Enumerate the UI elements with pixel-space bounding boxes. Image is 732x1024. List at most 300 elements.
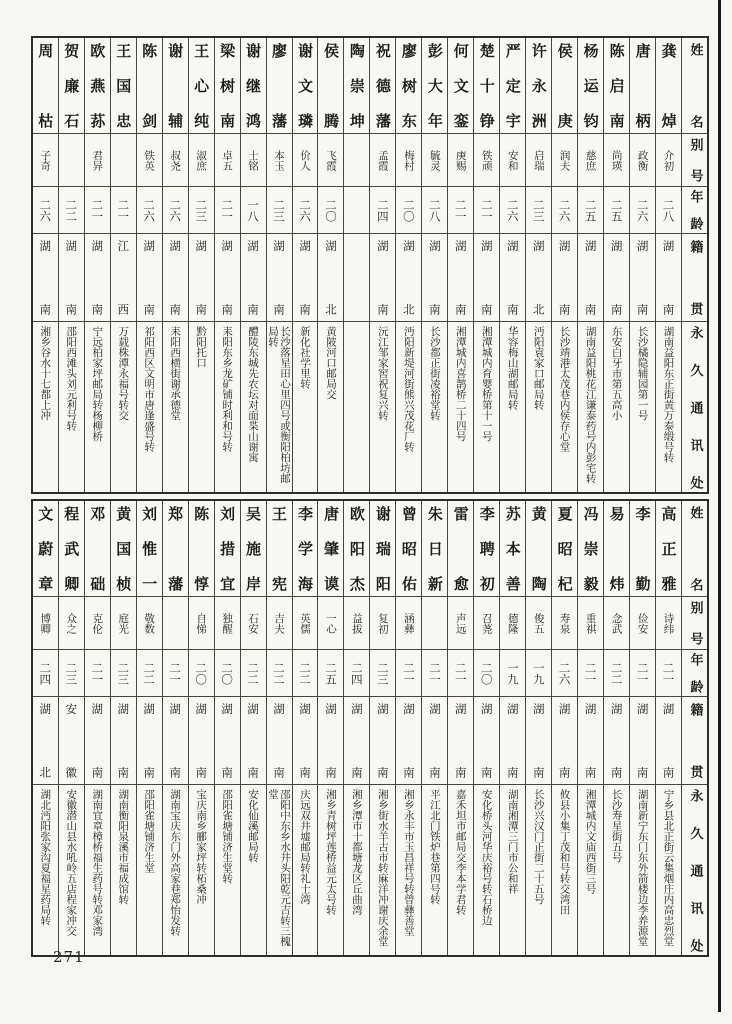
person-address: 湖南新宁东门东外箭楼边李养源堂 <box>630 784 655 955</box>
person-address <box>344 321 369 492</box>
person-alias: 庭光 <box>111 596 136 649</box>
person-column <box>267 38 293 492</box>
person-address: 湘乡永丰市玉昌祥号转曾彝善堂 <box>396 784 421 955</box>
person-age: 二三 <box>267 186 292 233</box>
person-address: 宁乡县北正街云集烟庄内高忠烈堂 <box>656 784 681 955</box>
person-age: 二〇 <box>318 186 343 233</box>
person-alias: 政衡 <box>630 133 655 186</box>
person-column <box>656 38 682 492</box>
person-name: 侯庚 <box>555 43 574 128</box>
person-age: 二四 <box>33 649 58 696</box>
person-origin: 湖南 <box>604 696 629 784</box>
person-age: 二〇 <box>189 649 214 696</box>
person-column <box>293 501 319 955</box>
person-alias: 启瑞 <box>526 133 551 186</box>
person-age: 二五 <box>578 186 603 233</box>
person-name: 严定宇 <box>503 43 522 128</box>
person-address: 耒阳西横街谢承德堂 <box>163 321 188 492</box>
person-name: 黄国桢 <box>114 506 133 591</box>
person-address: 湘乡街水羊古市转麻洋冲谢庆余堂 <box>370 784 395 955</box>
person-origin: 湖南 <box>111 696 136 784</box>
person-origin: 湖南 <box>189 696 214 784</box>
person-name: 唐柄 <box>633 43 652 128</box>
person-name: 邓础 <box>88 506 107 591</box>
person-alias: 念武 <box>604 596 629 649</box>
header-address: 永久通讯处 <box>682 784 707 955</box>
person-name: 郑藩 <box>166 506 185 591</box>
person-origin: 湖南 <box>59 233 84 321</box>
person-alias: 飞霞 <box>318 133 343 186</box>
person-address: 长沙落星田心里四号或衡阳柏坊邮局转 <box>267 321 292 492</box>
person-age: 二一 <box>163 649 188 696</box>
person-origin: 湖南 <box>448 696 473 784</box>
header-origin: 籍贯 <box>682 233 707 321</box>
person-column <box>241 38 267 492</box>
person-column <box>526 501 552 955</box>
person-alias: 卓五 <box>215 133 240 186</box>
registry-table-bottom <box>31 499 709 957</box>
header-name: 姓名 <box>687 506 703 591</box>
person-column <box>474 38 500 492</box>
person-name: 梁树南 <box>218 43 237 128</box>
person-origin: 湖北 <box>526 233 551 321</box>
person-address: 邵阳中东乡水井头阳乾元吉转三槐堂 <box>267 784 292 955</box>
person-name: 许永洲 <box>529 43 548 128</box>
person-column <box>552 501 578 955</box>
person-alias <box>59 133 84 186</box>
person-address: 湘潭城内文庙西街三号 <box>578 784 603 955</box>
person-age: 二一 <box>448 649 473 696</box>
person-name: 楚十铮 <box>477 43 496 128</box>
person-name: 彭大年 <box>425 43 444 128</box>
person-age: 二一 <box>422 649 447 696</box>
person-column <box>656 501 682 955</box>
person-age: 二一 <box>111 186 136 233</box>
person-alias: 复初 <box>370 596 395 649</box>
person-alias: 克伦 <box>85 596 110 649</box>
person-address: 湖南衡阳泉溪市福成馆转 <box>111 784 136 955</box>
person-alias: 孟霞 <box>370 133 395 186</box>
person-column <box>33 501 59 955</box>
person-age: 二一 <box>85 649 110 696</box>
person-age <box>344 186 369 233</box>
person-origin: 湖南 <box>215 233 240 321</box>
person-name: 欧燕荪 <box>88 43 107 128</box>
person-alias: 众之 <box>59 596 84 649</box>
person-origin: 湖南 <box>163 233 188 321</box>
person-address: 祁阳西区文明市唐逢盛号转 <box>137 321 162 492</box>
person-origin: 湖南 <box>526 696 551 784</box>
person-origin: 湖南 <box>370 696 395 784</box>
person-column <box>111 38 137 492</box>
person-alias: 一心 <box>318 596 343 649</box>
person-origin: 湖南 <box>474 696 499 784</box>
person-origin: 湖南 <box>630 233 655 321</box>
person-alias: 声远 <box>448 596 473 649</box>
person-address: 长沙寿星街五号 <box>604 784 629 955</box>
person-origin: 湖南 <box>630 696 655 784</box>
person-origin: 湖南 <box>293 233 318 321</box>
person-alias: 子奇 <box>33 133 58 186</box>
person-alias: 叔尧 <box>163 133 188 186</box>
person-age: 二三 <box>526 186 551 233</box>
person-column <box>137 501 163 955</box>
person-address: 长沙靖港太茂巷内侯存心堂 <box>552 321 577 492</box>
person-address: 湘乡潭市十都塘龙区丘曲湾 <box>344 784 369 955</box>
person-column <box>500 38 526 492</box>
person-age: 二〇 <box>474 649 499 696</box>
person-address: 沔阳袁家口邮局转 <box>526 321 551 492</box>
person-origin: 湖南 <box>578 233 603 321</box>
person-origin: 湖南 <box>500 233 525 321</box>
person-age: 二一 <box>656 649 681 696</box>
person-alias <box>111 133 136 186</box>
person-column <box>474 501 500 955</box>
person-address: 湘潭城内喜鹊桥二十四号 <box>448 321 473 492</box>
person-alias: 慈庶 <box>578 133 603 186</box>
person-column <box>370 38 396 492</box>
person-age: 二六 <box>552 186 577 233</box>
person-address: 攸县小集丁茂和号转交湾田 <box>552 784 577 955</box>
person-alias: 梅村 <box>396 133 421 186</box>
person-column <box>163 501 189 955</box>
person-address: 万载株潭永福号转交 <box>111 321 136 492</box>
person-origin: 湖南 <box>267 696 292 784</box>
person-age: 二一 <box>578 649 603 696</box>
person-address: 邵阳雀塘铺济生堂转 <box>215 784 240 955</box>
person-address: 醴陵东城先农坛对面枼山谢寓 <box>241 321 266 492</box>
person-age: 二三 <box>59 649 84 696</box>
person-origin: 湖南 <box>578 696 603 784</box>
person-age: 二一 <box>215 186 240 233</box>
person-name: 贺廉石 <box>62 43 81 128</box>
person-column <box>630 501 656 955</box>
person-age: 一九 <box>526 649 551 696</box>
person-address: 湖南宝庆东门外高家巷郑怡发转 <box>163 784 188 955</box>
person-origin: 湖北 <box>396 233 421 321</box>
person-address: 庆远双井墟邮局转礼士湾 <box>293 784 318 955</box>
person-alias: 介初 <box>656 133 681 186</box>
person-age: 二二 <box>293 649 318 696</box>
person-age: 二二 <box>241 649 266 696</box>
person-alias: 敬数 <box>137 596 162 649</box>
person-age: 一八 <box>241 186 266 233</box>
person-column <box>448 501 474 955</box>
person-column <box>189 501 215 955</box>
person-name: 龚焯 <box>659 43 678 128</box>
person-alias: 诗纬 <box>656 596 681 649</box>
person-origin: 湖南 <box>293 696 318 784</box>
person-origin: 湖南 <box>189 233 214 321</box>
person-alias: 重祺 <box>578 596 603 649</box>
person-origin: 湖南 <box>552 696 577 784</box>
person-address: 黔阳托口 <box>189 321 214 492</box>
person-origin: 湖南 <box>396 696 421 784</box>
person-address: 长沙兴汉门正街二十五号 <box>526 784 551 955</box>
person-age: 二〇 <box>215 649 240 696</box>
person-name: 吴施岸 <box>244 506 263 591</box>
person-name: 陈剑 <box>140 43 159 128</box>
person-column <box>293 38 319 492</box>
person-alias: 俊五 <box>526 596 551 649</box>
person-name: 雷愈 <box>451 506 470 591</box>
person-origin: 湖南 <box>85 696 110 784</box>
header-name: 姓名 <box>687 43 703 128</box>
person-alias: 铁英 <box>137 133 162 186</box>
person-origin: 湖南 <box>370 233 395 321</box>
person-name: 陶崇坤 <box>347 43 366 128</box>
person-age: 二三 <box>189 186 214 233</box>
person-alias: 召荛 <box>474 596 499 649</box>
person-column <box>422 38 448 492</box>
person-address: 湘乡青树坪莲桥益元太号转 <box>318 784 343 955</box>
person-age: 二六 <box>163 186 188 233</box>
person-alias: 博卿 <box>33 596 58 649</box>
person-column <box>85 501 111 955</box>
person-age: 二二 <box>59 186 84 233</box>
person-name: 谢瑞阳 <box>373 506 392 591</box>
person-age: 二一 <box>448 186 473 233</box>
person-column <box>344 38 370 492</box>
person-alias: 自悌 <box>189 596 214 649</box>
person-origin: 湖南 <box>163 696 188 784</box>
person-name: 刘惟一 <box>140 506 159 591</box>
person-column <box>344 501 370 955</box>
person-address: 华容梅山湖邮局转 <box>500 321 525 492</box>
person-name: 谢辅 <box>166 43 185 128</box>
person-alias: 俭安 <box>630 596 655 649</box>
person-origin <box>344 233 369 321</box>
person-name: 李学海 <box>295 506 314 591</box>
person-origin: 湖南 <box>344 696 369 784</box>
person-alias: 尚瑛 <box>604 133 629 186</box>
person-age: 二六 <box>33 186 58 233</box>
person-address: 东安白牙市第五高小 <box>604 321 629 492</box>
person-alias: 德隆 <box>500 596 525 649</box>
person-column <box>318 38 344 492</box>
person-name: 冯崇毅 <box>581 506 600 591</box>
person-address: 沔阳新堤河街熊兴茂花厂转 <box>396 321 421 492</box>
person-age: 二八 <box>422 186 447 233</box>
person-address: 新化社学里转 <box>293 321 318 492</box>
person-name: 王心纯 <box>192 43 211 128</box>
person-age: 二八 <box>656 186 681 233</box>
person-name: 杨运钧 <box>581 43 600 128</box>
person-column <box>318 501 344 955</box>
person-alias: 吉夫 <box>267 596 292 649</box>
person-name: 何文銮 <box>451 43 470 128</box>
person-column <box>163 38 189 492</box>
registry-table-top <box>31 36 709 494</box>
person-address: 安徽潜山县水吼岭五店程家冲交 <box>59 784 84 955</box>
person-column <box>448 38 474 492</box>
person-column <box>526 38 552 492</box>
person-alias: 英儒 <box>293 596 318 649</box>
person-address: 邵阳西滩头刘元利号转 <box>59 321 84 492</box>
person-column <box>630 38 656 492</box>
person-alias: 淑庶 <box>189 133 214 186</box>
person-column <box>370 501 396 955</box>
person-age: 二六 <box>500 186 525 233</box>
person-age: 一九 <box>500 649 525 696</box>
person-origin: 湖南 <box>137 696 162 784</box>
person-origin: 湖南 <box>241 233 266 321</box>
person-name: 李勤 <box>633 506 652 591</box>
person-column <box>396 501 422 955</box>
person-name: 欧阳杰 <box>347 506 366 591</box>
person-age: 二〇 <box>396 186 421 233</box>
person-origin: 湖南 <box>474 233 499 321</box>
person-origin: 湖南 <box>422 696 447 784</box>
person-age: 二三 <box>111 649 136 696</box>
header-origin: 籍贯 <box>682 696 707 784</box>
person-name: 陈惇 <box>192 506 211 591</box>
page-number: 271 <box>53 948 85 966</box>
person-address: 湘乡谷水十七都上冲 <box>33 321 58 492</box>
person-column <box>422 501 448 955</box>
person-address: 耒阳东乡龙矿铺时利和号转 <box>215 321 240 492</box>
person-origin: 湖南 <box>500 696 525 784</box>
person-alias: 铁顽 <box>474 133 499 186</box>
person-age: 二二 <box>267 649 292 696</box>
person-origin: 湖南 <box>85 233 110 321</box>
person-alias: 独醒 <box>215 596 240 649</box>
person-name: 朱日新 <box>425 506 444 591</box>
person-column <box>604 38 630 492</box>
person-alias: 本玉 <box>267 133 292 186</box>
person-name: 祝德藩 <box>373 43 392 128</box>
person-name: 陈启南 <box>607 43 626 128</box>
person-name: 刘措宜 <box>218 506 237 591</box>
person-origin: 湖南 <box>241 696 266 784</box>
person-origin: 湖南 <box>552 233 577 321</box>
person-age: 二一 <box>396 649 421 696</box>
person-address: 长沙橘隐辅园第一号 <box>630 321 655 492</box>
person-name: 程武卿 <box>62 506 81 591</box>
person-address: 长沙都正街凌裕堂转 <box>422 321 447 492</box>
person-origin: 湖南 <box>137 233 162 321</box>
person-column <box>215 501 241 955</box>
person-address: 宝庆南乡郦家坪转柘桑冲 <box>189 784 214 955</box>
person-name: 文蔚章 <box>36 506 55 591</box>
person-name: 唐肇谟 <box>321 506 340 591</box>
person-origin: 湖南 <box>215 696 240 784</box>
scan-edge-line <box>718 0 721 1012</box>
person-address: 宁远柏家坪邮局转杨柳桥 <box>85 321 110 492</box>
person-alias <box>422 596 447 649</box>
person-age: 二五 <box>318 649 343 696</box>
person-alias: 安和 <box>500 133 525 186</box>
header-alias: 别号 <box>682 596 707 649</box>
person-name: 王国忠 <box>114 43 133 128</box>
header-address: 永久通讯处 <box>682 321 707 492</box>
person-origin: 湖南 <box>656 233 681 321</box>
person-column <box>85 38 111 492</box>
person-alias: 价人 <box>293 133 318 186</box>
person-column <box>59 501 85 955</box>
person-column <box>604 501 630 955</box>
person-column <box>215 38 241 492</box>
person-name: 侯腾 <box>321 43 340 128</box>
field-header-column <box>682 501 707 955</box>
person-origin: 湖南 <box>267 233 292 321</box>
person-name: 黄陶 <box>529 506 548 591</box>
person-age: 二六 <box>137 186 162 233</box>
person-name: 周枯 <box>36 43 55 128</box>
person-age: 二一 <box>85 186 110 233</box>
person-alias: 石安 <box>241 596 266 649</box>
person-alias <box>163 596 188 649</box>
person-column <box>578 38 604 492</box>
person-age: 二一 <box>630 649 655 696</box>
person-address: 沅江邹家窖祝复兴转 <box>370 321 395 492</box>
person-origin: 安徽 <box>59 696 84 784</box>
person-age: 二六 <box>630 186 655 233</box>
person-column <box>500 501 526 955</box>
field-header-column <box>682 38 707 492</box>
person-name: 廖藩 <box>270 43 289 128</box>
person-address: 湖北沔阳张家沟夏福星药局转 <box>33 784 58 955</box>
person-age: 二六 <box>552 649 577 696</box>
person-age: 二五 <box>604 186 629 233</box>
person-address: 嘉禾坦市邮局交李本学君转 <box>448 784 473 955</box>
person-name: 曾昭佑 <box>399 506 418 591</box>
person-alias <box>344 133 369 186</box>
person-origin: 湖北 <box>318 233 343 321</box>
person-origin: 江西 <box>111 233 136 321</box>
person-name: 李聘初 <box>477 506 496 591</box>
person-column <box>33 38 59 492</box>
person-age: 二二 <box>137 649 162 696</box>
header-age: 年龄 <box>682 649 707 696</box>
person-age: 二四 <box>344 649 369 696</box>
person-origin: 湖北 <box>33 696 58 784</box>
person-age: 二一 <box>474 186 499 233</box>
person-address: 湖南宜章樟桥福生药号转邓家湾 <box>85 784 110 955</box>
person-name: 谢继鸿 <box>244 43 263 128</box>
person-alias: 庚赐 <box>448 133 473 186</box>
person-age: 二二 <box>604 649 629 696</box>
person-address: 湘潭城内育婴桥第十一号 <box>474 321 499 492</box>
person-address: 安化仙溪邮局转 <box>241 784 266 955</box>
person-name: 廖树东 <box>399 43 418 128</box>
person-name: 高正雅 <box>659 506 678 591</box>
person-alias: 寿泉 <box>552 596 577 649</box>
person-alias: 士铭 <box>241 133 266 186</box>
person-alias: 毓灵 <box>422 133 447 186</box>
person-name: 王宪 <box>270 506 289 591</box>
person-alias: 润夫 <box>552 133 577 186</box>
person-column <box>137 38 163 492</box>
person-column <box>267 501 293 955</box>
person-origin: 湖南 <box>604 233 629 321</box>
person-address: 平江北门铁炉巷第四号转 <box>422 784 447 955</box>
person-origin: 湖南 <box>448 233 473 321</box>
person-alias: 君异 <box>85 133 110 186</box>
person-address: 湖南湘潭三门市公和祥 <box>500 784 525 955</box>
person-origin: 湖南 <box>33 233 58 321</box>
person-age: 二四 <box>370 186 395 233</box>
person-age: 二三 <box>370 649 395 696</box>
person-name: 夏昭杞 <box>555 506 574 591</box>
person-address: 邵阳雀塘铺济生堂 <box>137 784 162 955</box>
person-origin: 湖南 <box>656 696 681 784</box>
person-address: 湖南益阳东正街黄万泰缎号转 <box>656 321 681 492</box>
person-alias: 益拔 <box>344 596 369 649</box>
person-name: 谢文璘 <box>295 43 314 128</box>
person-address: 安化桥头河华庆裕号转石桥边 <box>474 784 499 955</box>
person-age: 二六 <box>293 186 318 233</box>
